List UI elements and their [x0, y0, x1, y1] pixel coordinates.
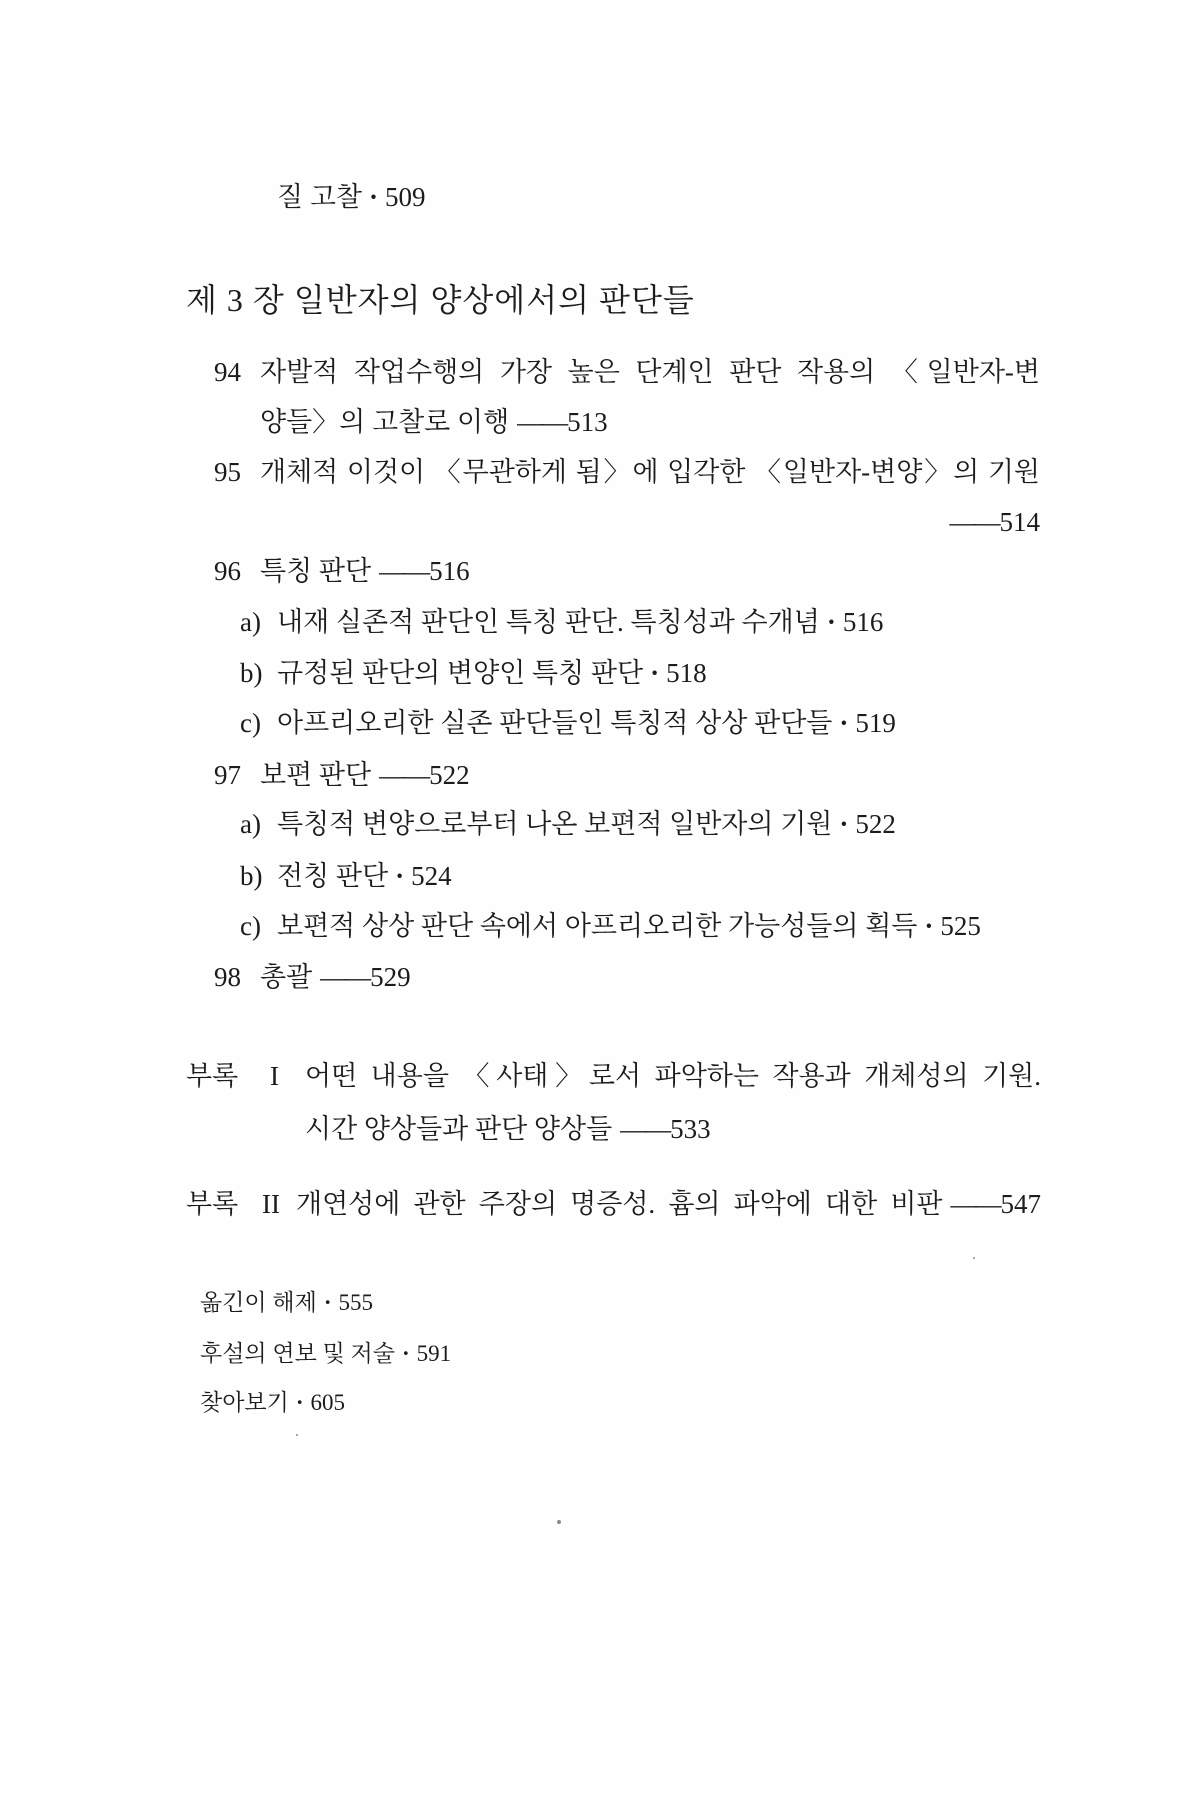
- entry-label: 개연성에 관한 주장의 명증성. 흄의 파악에 대한 비판: [296, 1189, 943, 1219]
- subentry-marker: c): [240, 708, 261, 738]
- appendix-label: 부록: [186, 1189, 239, 1219]
- entry-label: 질 고찰: [277, 182, 362, 212]
- scan-speck: [973, 1257, 975, 1259]
- page-number: 516: [842, 607, 884, 637]
- entry-label: 찾아보기: [200, 1390, 289, 1415]
- chapter-heading: 제 3 장 일반자의 양상에서의 판단들: [186, 282, 695, 318]
- entry-label: 개체적 이것이 〈무관하게 됨〉에 입각한 〈일반자-변양〉의 기원: [260, 457, 1040, 487]
- separator-dot: ·: [826, 607, 836, 637]
- toc-appendix-1-continued: [305, 1112, 711, 1146]
- toc-entry-96: [214, 554, 470, 588]
- page-number: 522: [429, 760, 470, 790]
- page-number: 529: [370, 962, 411, 992]
- section-number: 94: [214, 357, 241, 387]
- entry-label: 총괄: [260, 962, 313, 992]
- entry-label: 보편적 상상 판단 속에서 아프리오리한 가능성들의 획득: [277, 911, 918, 941]
- appendix-numeral: I: [270, 1061, 279, 1091]
- subentry-marker: a): [240, 809, 261, 839]
- leader-dash: ——: [950, 1189, 999, 1219]
- entry-label: 어떤 내용을 〈사태〉로서 파악하는 작용과 개체성의 기원.: [305, 1061, 1041, 1091]
- separator-dot: ·: [924, 911, 934, 941]
- page-number: 519: [855, 708, 896, 738]
- separator-dot: ·: [650, 658, 660, 688]
- toc-back-matter-item: [200, 1288, 373, 1318]
- toc-entry-94-continued: [260, 405, 608, 439]
- toc-back-matter-item: [200, 1388, 345, 1418]
- separator-dot: ·: [295, 1390, 304, 1415]
- page-number: 522: [855, 809, 896, 839]
- entry-label: 전칭 판단: [277, 861, 389, 891]
- entry-label: 양들〉의 고찰로 이행: [260, 407, 510, 437]
- page-number: 516: [429, 556, 470, 586]
- toc-continuation: [277, 180, 426, 214]
- scan-speck: [296, 1434, 298, 1436]
- entry-label: 내재 실존적 판단인 특칭 판단. 특칭성과 수개념: [277, 607, 820, 637]
- page-number: 605: [310, 1390, 346, 1415]
- toc-entry-94: [214, 355, 1040, 389]
- separator-dot: ·: [839, 809, 849, 839]
- page-number: 514: [999, 507, 1040, 537]
- leader-dash: ——: [517, 407, 566, 437]
- leader-dash: ——: [320, 962, 369, 992]
- separator-dot: ·: [402, 1341, 410, 1366]
- separator-dot: ·: [369, 182, 379, 212]
- entry-label: 특칭 판단: [260, 556, 372, 586]
- entry-label: 규정된 판단의 변양인 특칭 판단: [277, 658, 644, 688]
- entry-label: 후설의 연보 및 저술: [200, 1341, 395, 1366]
- page-number: 518: [666, 658, 707, 688]
- separator-dot: ·: [839, 708, 849, 738]
- toc-appendix-2: [186, 1187, 1041, 1221]
- toc-subentry: [240, 807, 896, 841]
- page-number: 525: [940, 911, 981, 941]
- leader-dash: ——: [379, 760, 428, 790]
- separator-dot: ·: [395, 861, 405, 891]
- section-number: 96: [214, 556, 241, 586]
- entry-label: 특칭적 변양으로부터 나온 보편적 일반자의 기원: [277, 809, 833, 839]
- entry-label: 자발적 작업수행의 가장 높은 단계인 판단 작용의 〈일반자-변: [260, 357, 1040, 387]
- subentry-marker: c): [240, 911, 261, 941]
- appendix-label: 부록: [186, 1061, 239, 1091]
- page-number: 533: [670, 1114, 711, 1144]
- page-number: 524: [411, 861, 452, 891]
- toc-entry-95-page: [942, 505, 1041, 539]
- toc-back-matter-item: [200, 1339, 451, 1369]
- subentry-marker: b): [240, 658, 263, 688]
- toc-entry-97: [214, 758, 470, 792]
- entry-label: 아프리오리한 실존 판단들인 특칭적 상상 판단들: [277, 708, 833, 738]
- page-number: 591: [416, 1341, 452, 1366]
- subentry-marker: b): [240, 861, 263, 891]
- section-number: 95: [214, 457, 241, 487]
- leader-dash: ——: [949, 507, 998, 537]
- appendix-numeral: II: [262, 1189, 280, 1219]
- leader-dash: ——: [620, 1114, 669, 1144]
- page-number: 555: [338, 1290, 374, 1315]
- section-number: 98: [214, 962, 241, 992]
- entry-label: 보편 판단: [260, 760, 372, 790]
- entry-label: 시간 양상들과 판단 양상들: [305, 1114, 613, 1144]
- scan-speck: [557, 1520, 561, 1524]
- toc-subentry: [240, 859, 452, 893]
- toc-subentry: [240, 605, 883, 639]
- subentry-marker: a): [240, 607, 261, 637]
- section-number: 97: [214, 760, 241, 790]
- toc-appendix-1: [186, 1059, 1041, 1093]
- leader-dash: ——: [379, 556, 428, 586]
- entry-label: 옮긴이 해제: [200, 1290, 317, 1315]
- toc-entry-95: [214, 455, 1040, 489]
- separator-dot: ·: [323, 1290, 332, 1315]
- toc-entry-98: [214, 960, 411, 994]
- page-number: 513: [567, 407, 608, 437]
- toc-subentry: [240, 706, 896, 740]
- page-number: 509: [385, 182, 426, 212]
- toc-subentry: [240, 656, 707, 690]
- toc-subentry: [240, 909, 981, 943]
- page-number: 547: [1000, 1189, 1041, 1219]
